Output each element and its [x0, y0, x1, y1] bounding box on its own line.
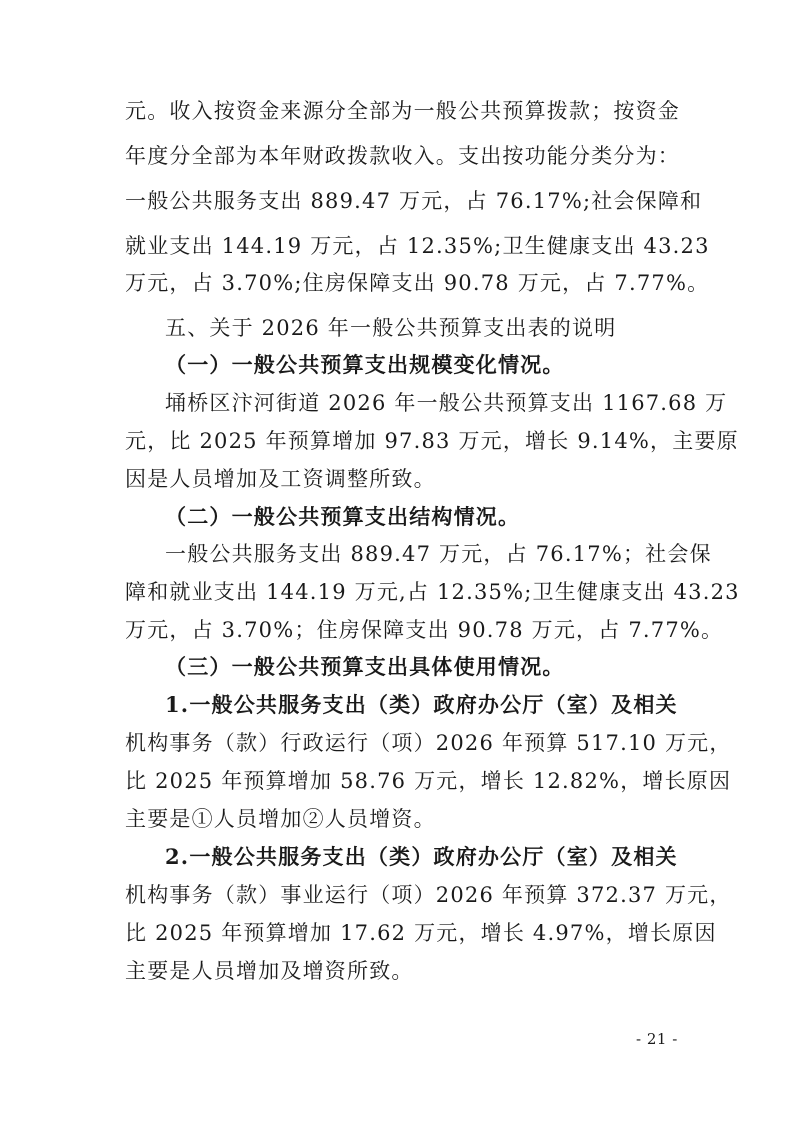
subsection-heading-scale: （一）一般公共预算支出规模变化情况。	[165, 352, 565, 377]
paragraph-income-line-1: 元。收入按资金来源分全部为一般公共预算拨款；按资金	[125, 99, 680, 123]
paragraph-income-line-3: 一般公共服务支出 889.47 万元，占 76.17%;社会保障和	[125, 189, 703, 213]
section-heading-five: 五、关于 2026 年一般公共预算支出表的说明	[165, 316, 617, 340]
item-2-line-4: 主要是人员增加及增资所致。	[125, 959, 414, 983]
item-1-line-2: 机构事务（款）行政运行（项）2026 年预算 517.10 万元，	[125, 731, 732, 755]
paragraph-structure-line-2: 障和就业支出 144.19 万元,占 12.35%;卫生健康支出 43.23	[125, 580, 740, 604]
item-2-line-1: 2.一般公共服务支出（类）政府办公厅（室）及相关	[165, 844, 678, 869]
subsection-heading-usage: （三）一般公共预算支出具体使用情况。	[165, 654, 565, 679]
item-2-line-2: 机构事务（款）事业运行（项）2026 年预算 372.37 万元，	[125, 883, 732, 907]
paragraph-structure-line-3: 万元，占 3.70%；住房保障支出 90.78 万元，占 7.77%。	[125, 618, 724, 642]
page-number: - 21 -	[636, 1030, 678, 1048]
paragraph-income-line-5: 万元，占 3.70%;住房保障支出 90.78 万元，占 7.77%。	[125, 271, 710, 295]
paragraph-scale-line-2: 元，比 2025 年预算增加 97.83 万元，增长 9.14%，主要原	[125, 429, 739, 453]
paragraph-income-line-2: 年度分全部为本年财政拨款收入。支出按功能分类分为：	[125, 144, 680, 168]
item-1-line-4: 主要是①人员增加②人员增资。	[125, 807, 436, 831]
item-2-line-3: 比 2025 年预算增加 17.62 万元，增长 4.97%，增长原因	[125, 921, 717, 945]
paragraph-structure-line-1: 一般公共服务支出 889.47 万元，占 76.17%；社会保	[165, 542, 712, 566]
subsection-heading-structure: （二）一般公共预算支出结构情况。	[165, 504, 521, 529]
item-1-line-3: 比 2025 年预算增加 58.76 万元，增长 12.82%，增长原因	[125, 769, 732, 793]
paragraph-income-line-4: 就业支出 144.19 万元，占 12.35%;卫生健康支出 43.23	[125, 234, 710, 258]
item-1-line-1: 1.一般公共服务支出（类）政府办公厅（室）及相关	[165, 692, 678, 717]
paragraph-scale-line-3: 因是人员增加及工资调整所致。	[125, 467, 436, 491]
paragraph-scale-line-1: 埇桥区汴河街道 2026 年一般公共预算支出 1167.68 万	[165, 391, 728, 415]
